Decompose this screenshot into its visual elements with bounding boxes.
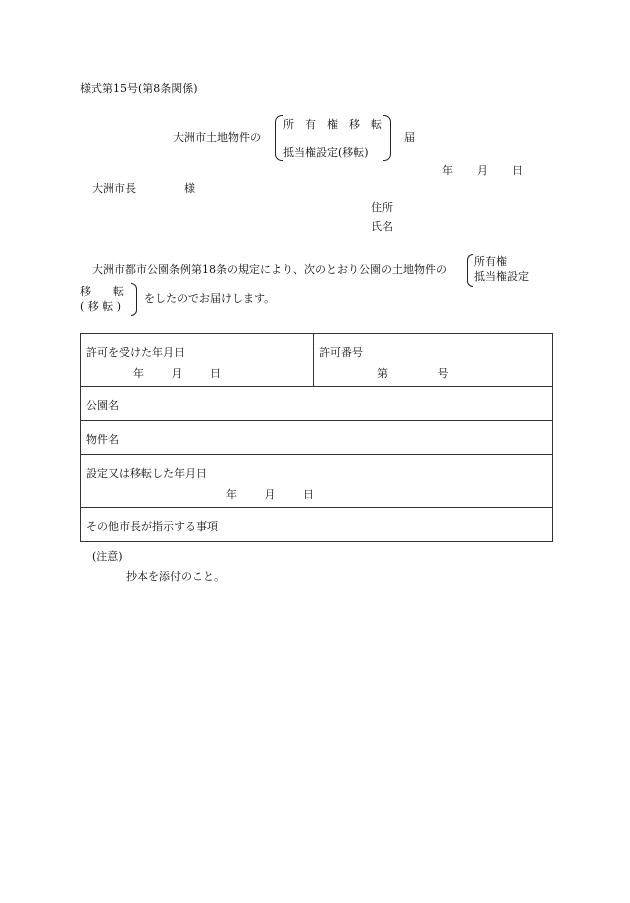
body-right-options-brace <box>467 254 473 287</box>
transfer-date-cell[interactable] <box>81 455 553 508</box>
permit-number-cell[interactable] <box>314 334 553 387</box>
title-right-brace <box>383 115 391 161</box>
permit-number-prefix: 第 <box>377 367 388 380</box>
transfer-date-year: 年 <box>226 488 237 501</box>
title-left-brace <box>275 115 283 161</box>
permit-number-label: 許可番号 <box>319 346 363 359</box>
address-label: 住所 <box>371 201 393 214</box>
permit-date-label: 許可を受けた年月日 <box>86 346 185 359</box>
addressee-honorific: 様 <box>184 182 195 195</box>
permit-date-day: 日 <box>210 367 221 380</box>
title-option-mortgage: 抵当権設定(移転) <box>283 146 369 159</box>
notes-heading: (注意) <box>92 550 123 563</box>
other-matters-cell[interactable] <box>81 508 553 542</box>
body-option-mortgage: 抵当権設定 <box>474 270 529 283</box>
notes-item: 抄本を添付のこと。 <box>126 570 225 583</box>
transfer-date-day: 日 <box>303 488 314 501</box>
addressee-name: 大洲市長 <box>92 182 136 195</box>
body-left-options-brace <box>131 283 137 316</box>
title-suffix: 届 <box>404 131 415 144</box>
other-matters-label: その他市長が指示する事項 <box>86 520 218 533</box>
permit-date-month: 月 <box>171 367 183 380</box>
body-option-transfer: 移 転 <box>80 285 124 298</box>
park-name-cell[interactable] <box>81 387 553 421</box>
permit-date-cell[interactable] <box>81 334 314 387</box>
form-number: 様式第15号(第8条関係) <box>80 82 198 95</box>
body-line-2: をしたのでお届けします。 <box>144 292 276 305</box>
transfer-date-label: 設定又は移転した年月日 <box>86 467 207 480</box>
property-name-label: 物件名 <box>86 433 119 446</box>
transfer-date-month: 月 <box>264 488 276 501</box>
body-option-ownership: 所有権 <box>474 255 507 268</box>
name-label: 氏名 <box>371 220 393 233</box>
park-name-label: 公園名 <box>86 399 119 412</box>
property-name-cell[interactable] <box>81 421 553 455</box>
title-prefix: 大洲市土地物件の <box>173 131 261 144</box>
submission-year: 年 <box>442 164 453 177</box>
body-line-1: 大洲市都市公園条例第18条の規定により、次のとおり公園の土地物件の <box>92 263 447 276</box>
application-table <box>80 333 553 542</box>
title-option-ownership-transfer: 所 有 権 移 転 <box>283 118 382 131</box>
submission-month: 月 <box>477 164 488 177</box>
permit-date-year: 年 <box>133 367 144 380</box>
body-option-transfer-paren: ( 移 転 ) <box>80 300 122 313</box>
permit-number-suffix: 号 <box>437 367 449 380</box>
submission-day: 日 <box>512 164 523 177</box>
